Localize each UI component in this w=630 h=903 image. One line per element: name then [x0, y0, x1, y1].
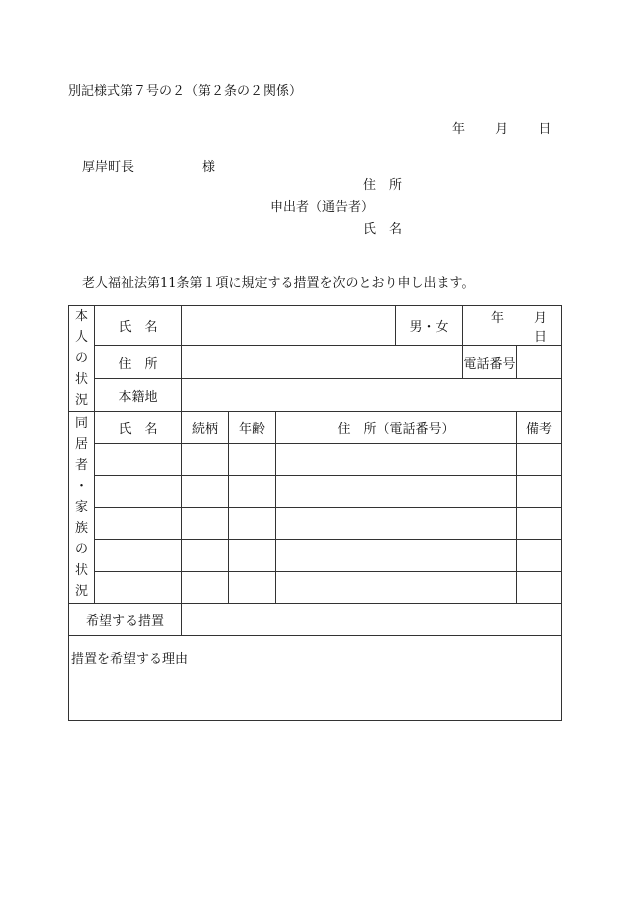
- family-row: [69, 508, 562, 540]
- family-address-cell[interactable]: [276, 508, 517, 540]
- family-address-cell[interactable]: [276, 476, 517, 508]
- family-row: [69, 476, 562, 508]
- person-address-field[interactable]: [182, 346, 463, 379]
- birth-date-field[interactable]: 年 月日: [463, 306, 562, 346]
- family-address-cell[interactable]: [276, 444, 517, 476]
- desired-measure-row: [69, 604, 562, 636]
- family-relation-cell[interactable]: [182, 540, 229, 572]
- family-relation-cell[interactable]: [182, 508, 229, 540]
- person-name-field[interactable]: [182, 306, 396, 346]
- person-domicile-field[interactable]: [182, 379, 562, 412]
- desired-measure-label: 希望する措置: [69, 604, 182, 636]
- applicant-address-label: 住 所: [363, 178, 403, 193]
- family-relation-cell[interactable]: [182, 444, 229, 476]
- person-section-label: 本 人 の 状 況: [69, 306, 95, 412]
- family-age-header: 年齢: [229, 412, 276, 444]
- date-year: 年: [452, 122, 466, 137]
- date-month: 月: [495, 122, 509, 137]
- desired-measure-field[interactable]: [182, 604, 562, 636]
- family-row: [69, 572, 562, 604]
- request-form-table: [68, 305, 562, 721]
- date-day: 日: [538, 122, 552, 137]
- family-relation-header: 続柄: [182, 412, 229, 444]
- gender-selector[interactable]: 男・女: [396, 306, 463, 346]
- family-age-cell[interactable]: [229, 572, 276, 604]
- family-name-cell[interactable]: [95, 540, 182, 572]
- family-remarks-cell[interactable]: [517, 572, 562, 604]
- family-row: [69, 540, 562, 572]
- family-remarks-cell[interactable]: [517, 540, 562, 572]
- person-name-row: [69, 306, 562, 346]
- reason-row: [69, 636, 562, 721]
- person-domicile-row: [69, 379, 562, 412]
- applicant-name-label: 氏 名: [363, 222, 403, 237]
- family-section-label: 同 居 者 ・ 家 族 の 状 況: [69, 412, 95, 604]
- family-age-cell[interactable]: [229, 508, 276, 540]
- family-remarks-cell[interactable]: [517, 476, 562, 508]
- reason-label: 措置を希望する理由: [71, 652, 189, 667]
- family-name-cell[interactable]: [95, 476, 182, 508]
- person-phone-field[interactable]: [517, 346, 562, 379]
- family-relation-cell[interactable]: [182, 476, 229, 508]
- form-number: 別記様式第７号の２（第２条の２関係）: [68, 84, 303, 99]
- family-address-cell[interactable]: [276, 540, 517, 572]
- person-domicile-label: 本籍地: [95, 379, 182, 412]
- family-row: [69, 444, 562, 476]
- addressee-title: 厚岸町長: [82, 160, 135, 175]
- date-line: [452, 118, 551, 137]
- person-name-label: 氏 名: [95, 306, 182, 346]
- family-remarks-header: 備考: [517, 412, 562, 444]
- family-name-header: 氏 名: [95, 412, 182, 444]
- person-address-label: 住 所: [95, 346, 182, 379]
- family-name-cell[interactable]: [95, 508, 182, 540]
- family-relation-cell[interactable]: [182, 572, 229, 604]
- person-address-row: [69, 346, 562, 379]
- family-name-cell[interactable]: [95, 572, 182, 604]
- family-header-row: [69, 412, 562, 444]
- family-name-cell[interactable]: [95, 444, 182, 476]
- family-age-cell[interactable]: [229, 476, 276, 508]
- family-age-cell[interactable]: [229, 540, 276, 572]
- request-statement: 老人福祉法第11条第１項に規定する措置を次のとおり申し出ます。: [82, 276, 475, 291]
- reason-field[interactable]: [69, 636, 562, 721]
- family-remarks-cell[interactable]: [517, 508, 562, 540]
- family-address-cell[interactable]: [276, 572, 517, 604]
- applicant-role-label: 申出者（通告者）: [270, 200, 375, 215]
- family-remarks-cell[interactable]: [517, 444, 562, 476]
- person-phone-label: 電話番号: [463, 346, 517, 379]
- family-address-header: 住 所（電話番号）: [276, 412, 517, 444]
- addressee-honorific: 様: [202, 160, 216, 175]
- family-age-cell[interactable]: [229, 444, 276, 476]
